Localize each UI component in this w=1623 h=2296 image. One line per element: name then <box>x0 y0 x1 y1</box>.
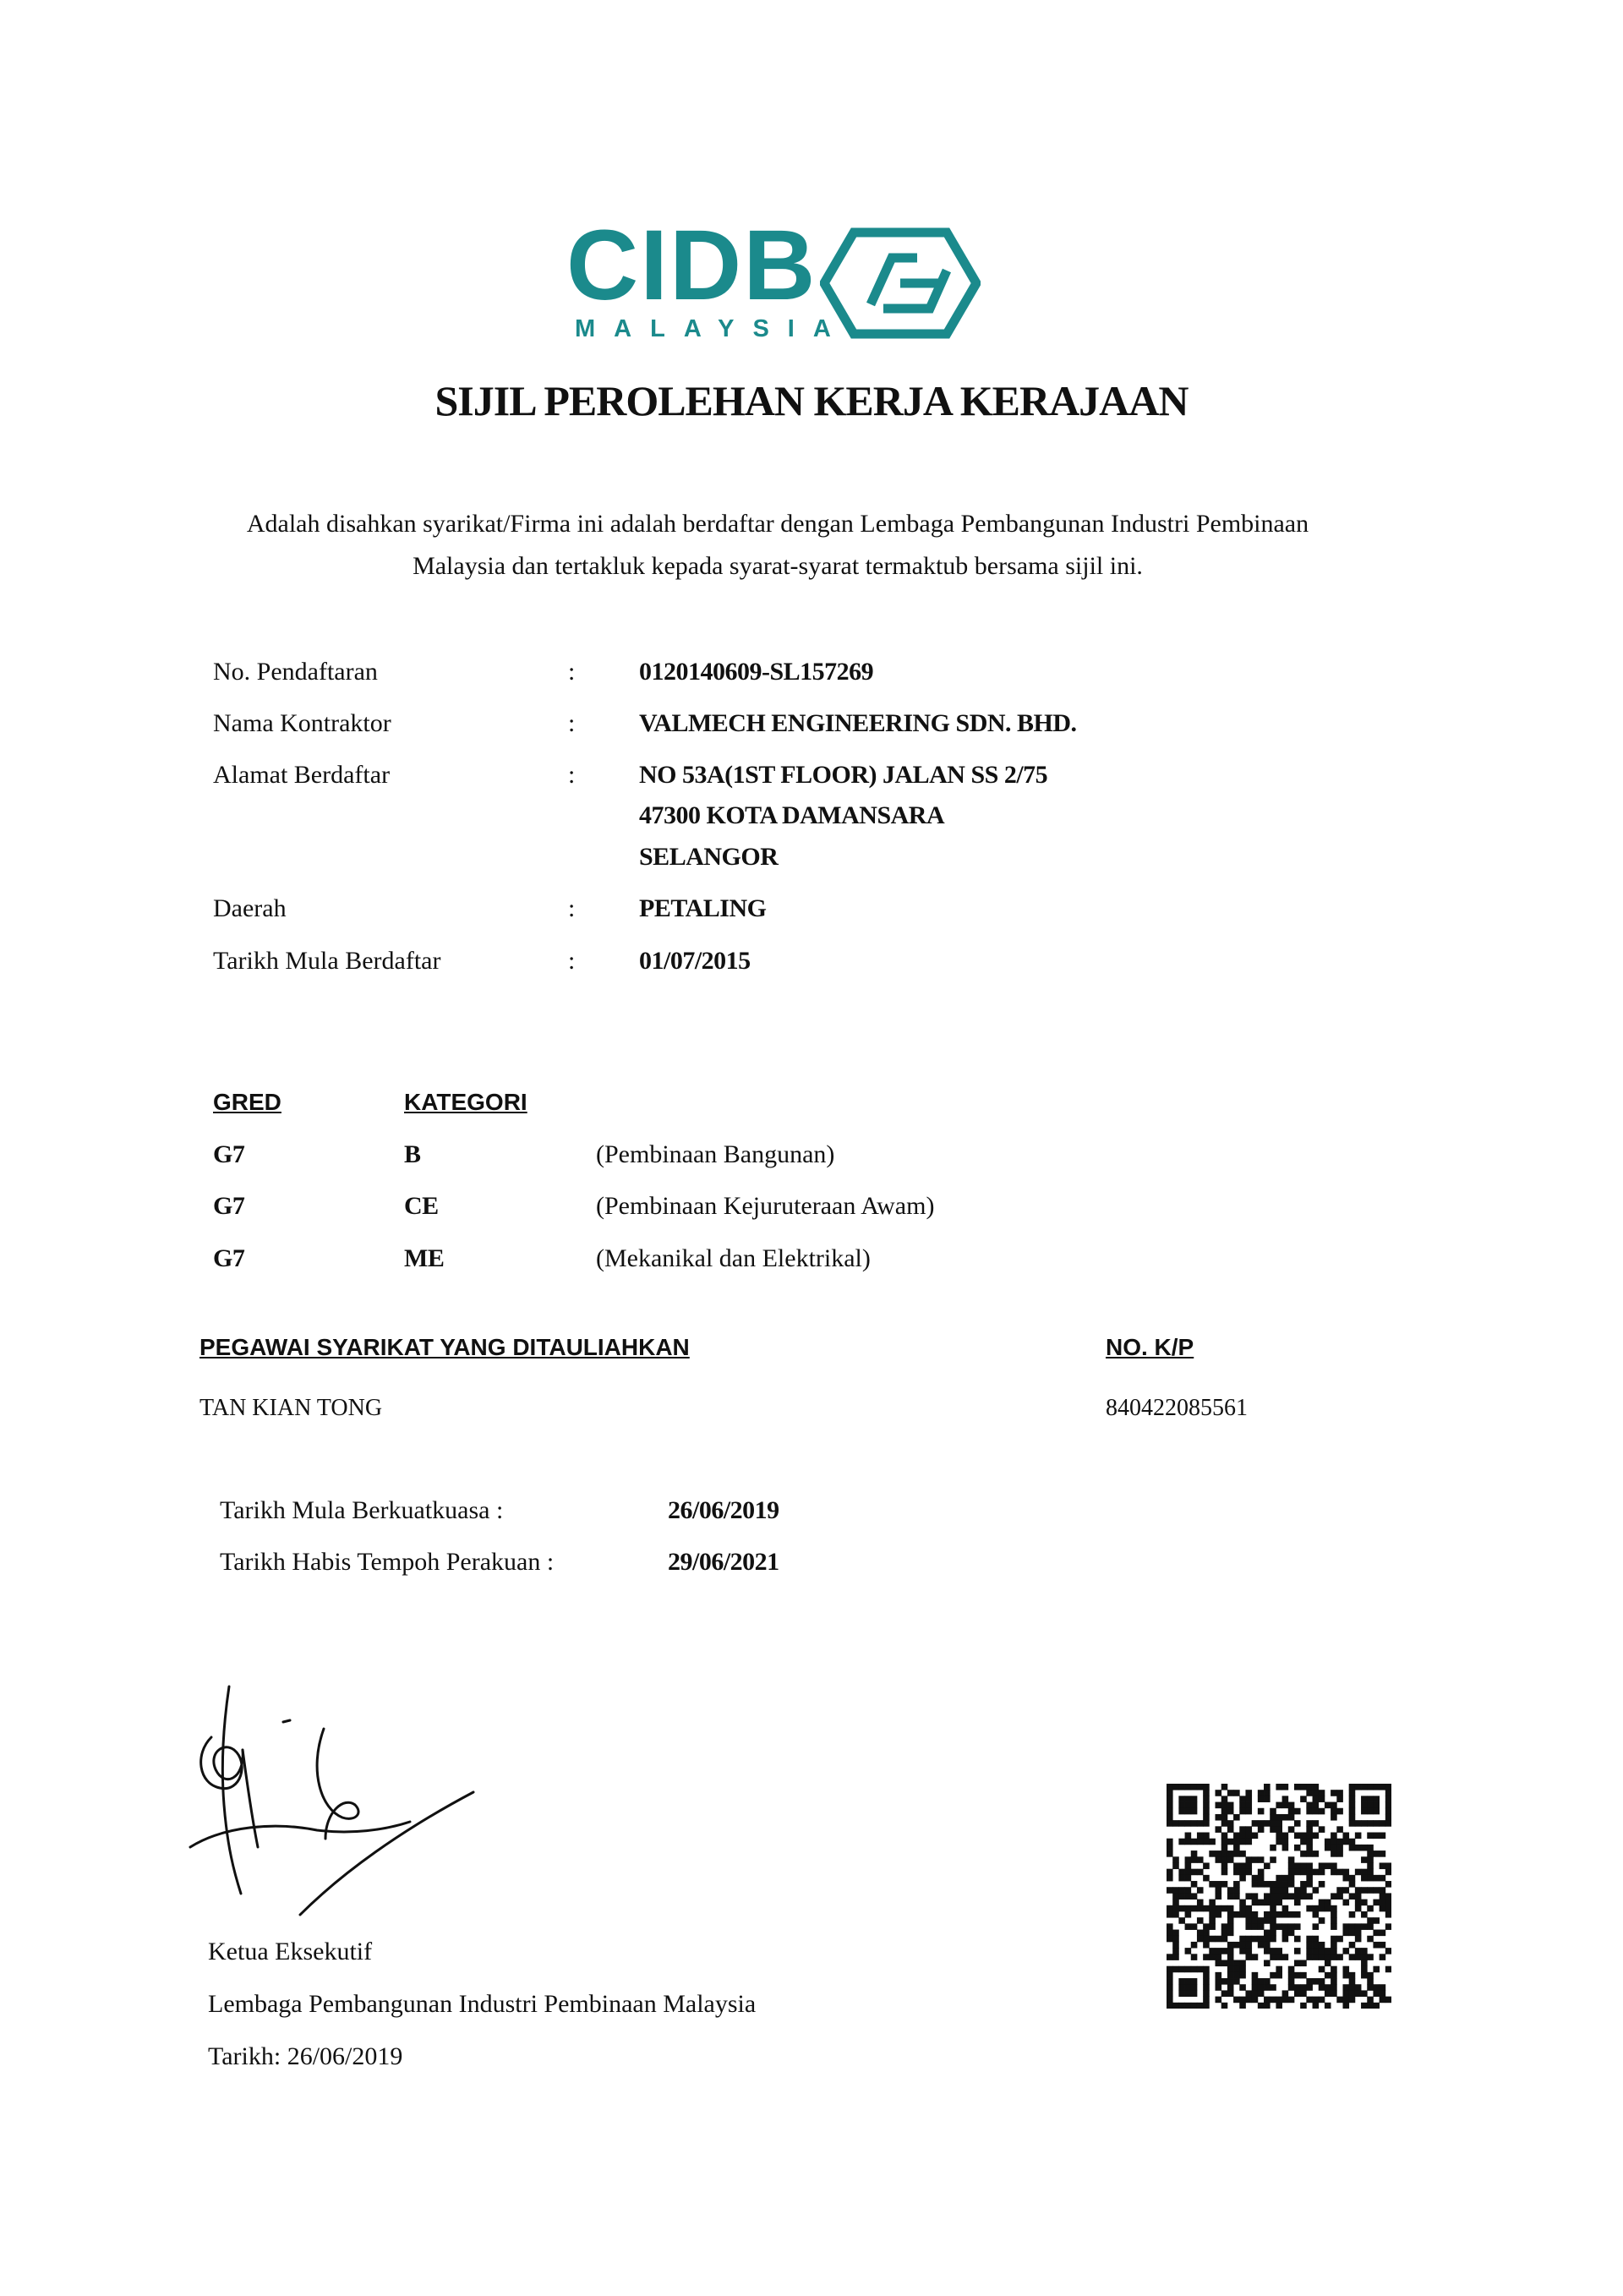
reg-no-label: No. Pendaftaran <box>213 658 378 686</box>
category-cell: CE <box>404 1192 439 1220</box>
signatory-date: Tarikh: 26/06/2019 <box>208 2042 403 2070</box>
colon: : <box>568 894 576 922</box>
id-header: NO. K/P <box>1106 1334 1194 1360</box>
address-label: Alamat Berdaftar <box>213 761 391 789</box>
address-line-1: NO 53A(1ST FLOOR) JALAN SS 2/75 <box>639 761 1048 789</box>
officer-id: 840422085561 <box>1106 1395 1248 1421</box>
signature <box>182 1670 495 1932</box>
end-date-value: 29/06/2021 <box>668 1548 779 1576</box>
start-date-label: Tarikh Mula Berkuatkuasa : <box>220 1496 504 1524</box>
category-cell: B <box>404 1140 421 1168</box>
colon: : <box>568 709 576 737</box>
district-value: PETALING <box>639 894 767 922</box>
colon: : <box>568 761 576 789</box>
signatory-title: Ketua Eksekutif <box>208 1938 373 1965</box>
colon: : <box>568 947 576 975</box>
grade-cell: G7 <box>213 1244 245 1272</box>
category-description: (Mekanikal dan Elektrikal) <box>596 1244 871 1272</box>
district-label: Daerah <box>213 894 287 922</box>
reg-date-value: 01/07/2015 <box>639 947 751 975</box>
certificate-title: SIJIL PEROLEHAN KERJA KERAJAAN <box>434 377 1189 424</box>
officer-header: PEGAWAI SYARIKAT YANG DITAULIAHKAN <box>199 1334 690 1360</box>
category-description: (Pembinaan Bangunan) <box>596 1140 835 1168</box>
start-date-value: 26/06/2019 <box>668 1496 779 1524</box>
category-description: (Pembinaan Kejuruteraan Awam) <box>596 1192 935 1220</box>
contractor-value: VALMECH ENGINEERING SDN. BHD. <box>639 709 1077 737</box>
reg-date-label: Tarikh Mula Berdaftar <box>213 947 441 975</box>
intro-line-1: Adalah disahkan syarikat/Firma ini adalah berdaftar dengan Lembaga Pembangunan Industri Pembinaan <box>246 510 1309 538</box>
qr-code <box>1167 1784 1391 2009</box>
address-line-3: SELANGOR <box>639 843 779 871</box>
category-header: KATEGORI <box>404 1089 527 1115</box>
intro-line-2: Malaysia dan tertakluk kepada syarat-syarat termaktub bersama sijil ini. <box>413 552 1143 580</box>
logo-wordmark: CIDB <box>566 210 817 321</box>
cidb-emblem-icon <box>820 224 981 342</box>
grade-header: GRED <box>213 1089 281 1115</box>
signatory-organisation: Lembaga Pembangunan Industri Pembinaan Malaysia <box>208 1990 757 2018</box>
logo-subtext: MALAYSIA <box>575 315 850 342</box>
officer-name: TAN KIAN TONG <box>199 1395 383 1421</box>
colon: : <box>568 658 576 686</box>
address-line-2: 47300 KOTA DAMANSARA <box>639 801 945 829</box>
contractor-label: Nama Kontraktor <box>213 709 391 737</box>
grade-cell: G7 <box>213 1192 245 1220</box>
cidb-logo <box>566 210 989 351</box>
category-cell: ME <box>404 1244 445 1272</box>
reg-no-value: 0120140609-SL157269 <box>639 658 874 686</box>
grade-cell: G7 <box>213 1140 245 1168</box>
end-date-label: Tarikh Habis Tempoh Perakuan : <box>220 1548 555 1576</box>
